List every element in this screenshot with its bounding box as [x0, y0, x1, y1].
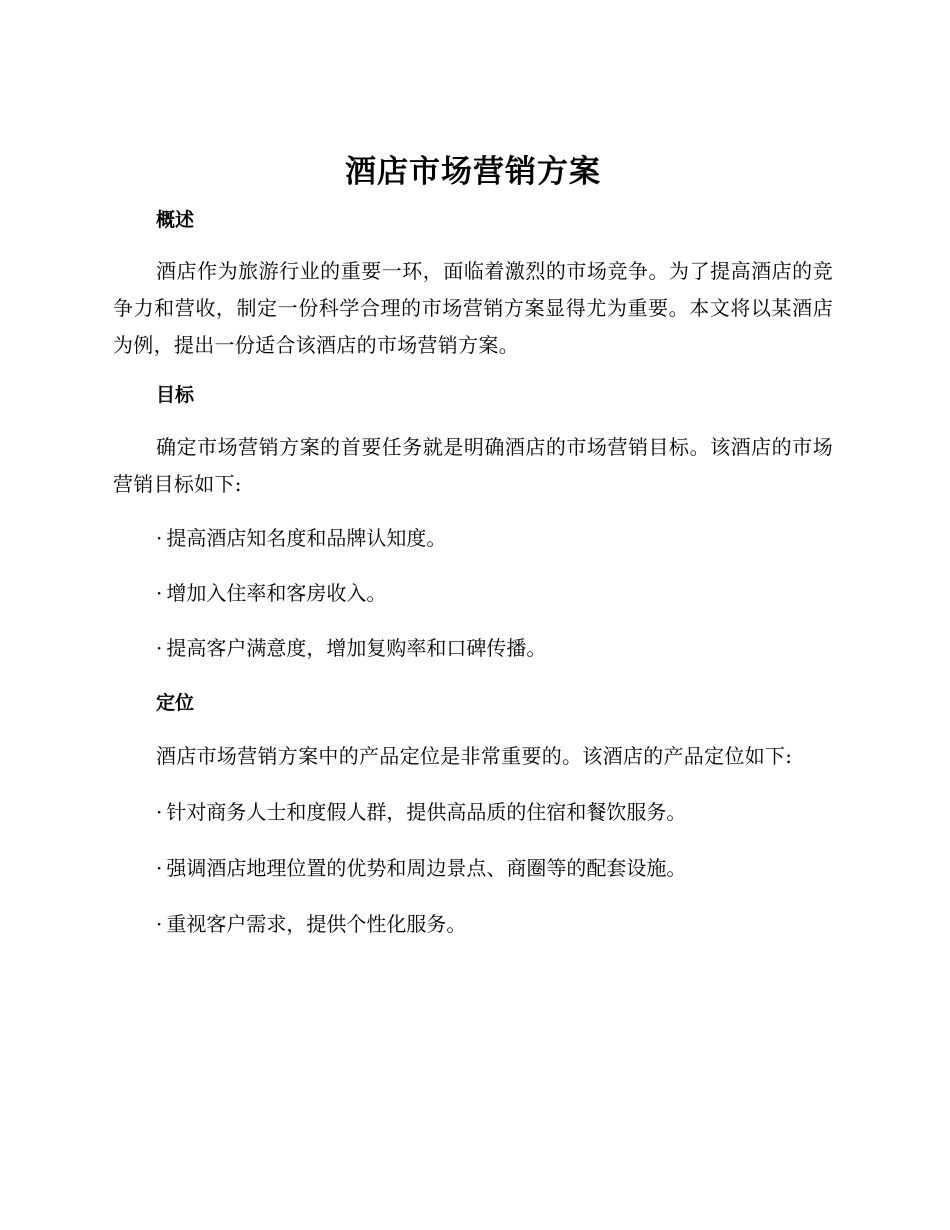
- list-item-text: 提高酒店知名度和品牌认知度。: [166, 526, 447, 550]
- list-item: [113, 797, 833, 827]
- document-body: [113, 150, 833, 939]
- list-item: [113, 853, 833, 883]
- section-paragraph-goals: 确定市场营销方案的首要任务就是明确酒店的市场营销目标。该酒店的市场营销目标如下:: [113, 435, 833, 496]
- section-heading-positioning: 定位: [156, 692, 195, 714]
- list-item-text: 强调酒店地理位置的优势和周边景点、商圈等的配套设施。: [166, 856, 687, 880]
- section-heading-overview: 概述: [156, 209, 195, 231]
- list-item-text: 增加入住率和客房收入。: [166, 581, 387, 605]
- list-item-text: 提高客户满意度，增加复购率和口碑传播。: [166, 636, 547, 660]
- bullet-icon: ·: [156, 912, 163, 936]
- list-item: [113, 523, 833, 553]
- section-paragraph-positioning: 酒店市场营销方案中的产品定位是非常重要的。该酒店的产品定位如下:: [156, 744, 793, 768]
- bullet-icon: ·: [156, 800, 163, 824]
- document-title: 酒店市场营销方案: [345, 154, 601, 190]
- bullet-icon: ·: [156, 856, 163, 880]
- list-item: [113, 578, 833, 608]
- list-item: [113, 909, 833, 939]
- bullet-icon: ·: [156, 636, 163, 660]
- bullet-icon: ·: [156, 581, 163, 605]
- list-item-text: 重视客户需求，提供个性化服务。: [166, 912, 467, 936]
- section-paragraph-overview: 酒店作为旅游行业的重要一环，面临着激烈的市场竞争。为了提高酒店的竞争力和营收，制定一份科学合理的市场营销方案显得尤为重要。本文将以某酒店为例，提出一份适合该酒店的市场营销方案。: [113, 259, 833, 357]
- list-item: [113, 633, 833, 663]
- section-heading-goals: 目标: [156, 384, 195, 406]
- bullet-icon: ·: [156, 526, 163, 550]
- list-item-text: 针对商务人士和度假人群，提供高品质的住宿和餐饮服务。: [166, 800, 687, 824]
